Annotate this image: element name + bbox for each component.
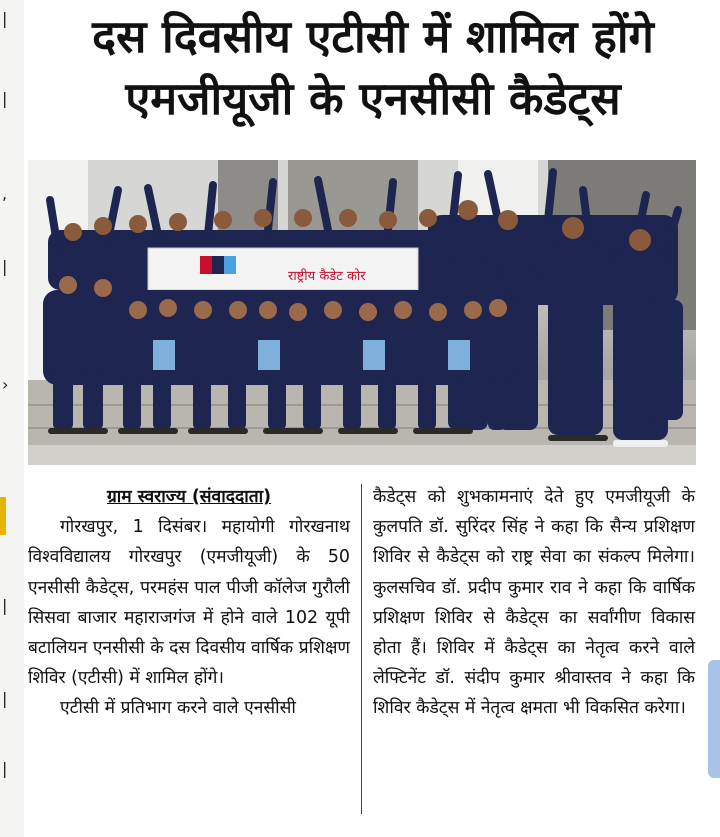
headline-line-2: एमजीयूजी के एनसीसी कैडेट्स: [125, 72, 621, 125]
headline: [28, 6, 718, 130]
paragraph-1: गोरखपुर, 1 दिसंबर। महायोगी गोरखनाथ विश्वविद्यालय गोरखपुर (एमजीयूजी) के 50 एनसीसी कैडेट्स, परमहंस पाल पीजी कॉलेज गुरौली सिसवा बाजार महाराजगंज में होने वाले 102 यूपी बटालियन एनसीसी के दस दिवसीय वार्षिक प्रशिक्षण शिविर (एटीसी) में शामिल होंगे।: [28, 517, 350, 689]
edge-fragment: |: [2, 89, 8, 108]
edge-fragment: |: [2, 596, 8, 615]
article-column-left: [28, 482, 350, 724]
byline: ग्राम स्वराज्य (संवाददाता): [106, 487, 272, 507]
group-photo-illustration: [28, 160, 696, 465]
banner-text: राष्ट्रीय कैडेट कोर: [288, 269, 366, 284]
adjacent-page-color-strip: [0, 497, 6, 535]
headline-line-1: दस दिवसीय एटीसी में शामिल होंगे: [92, 10, 654, 63]
edge-fragment: ,: [2, 184, 8, 203]
scroll-handle[interactable]: [708, 660, 720, 778]
edge-fragment: |: [2, 759, 8, 778]
edge-fragment: |: [2, 689, 8, 708]
edge-fragment: |: [2, 257, 8, 276]
paragraph-2: एटीसी में प्रतिभाग करने वाले एनसीसी: [60, 698, 296, 719]
group-photo: [28, 160, 696, 465]
adjacent-page-edge: [0, 0, 24, 837]
ncc-banner: [148, 248, 418, 290]
paragraph-3: कैडेट्स को शुभकामनाएं देते हुए एमजीयूजी के कुलपति डॉ. सुरिंदर सिंह ने कहा कि सैन्य प्रशिक्षण शिविर से कैडेट्स को राष्ट्र सेवा का संकल्प मिलेगा। कुलसचिव डॉ. प्रदीप कुमार राव ने कहा कि वार्षिक प्रशिक्षण शिविर से कैडेट्स का सर्वांगीण विकास होता हैं। शिविर में कैडेट्स का नेतृत्व करने वाले लेफ्टिनेंट डॉ. संदीप कुमार श्रीवास्तव ने कहा कि शिविर कैडेट्स में नेतृत्व क्षमता भी विकसित करेगा।: [373, 487, 695, 719]
edge-fragment: ›: [2, 375, 9, 394]
column-divider: [361, 484, 362, 814]
article-body: [28, 482, 696, 832]
article-column-right: [373, 482, 695, 724]
edge-fragment: |: [2, 9, 8, 28]
